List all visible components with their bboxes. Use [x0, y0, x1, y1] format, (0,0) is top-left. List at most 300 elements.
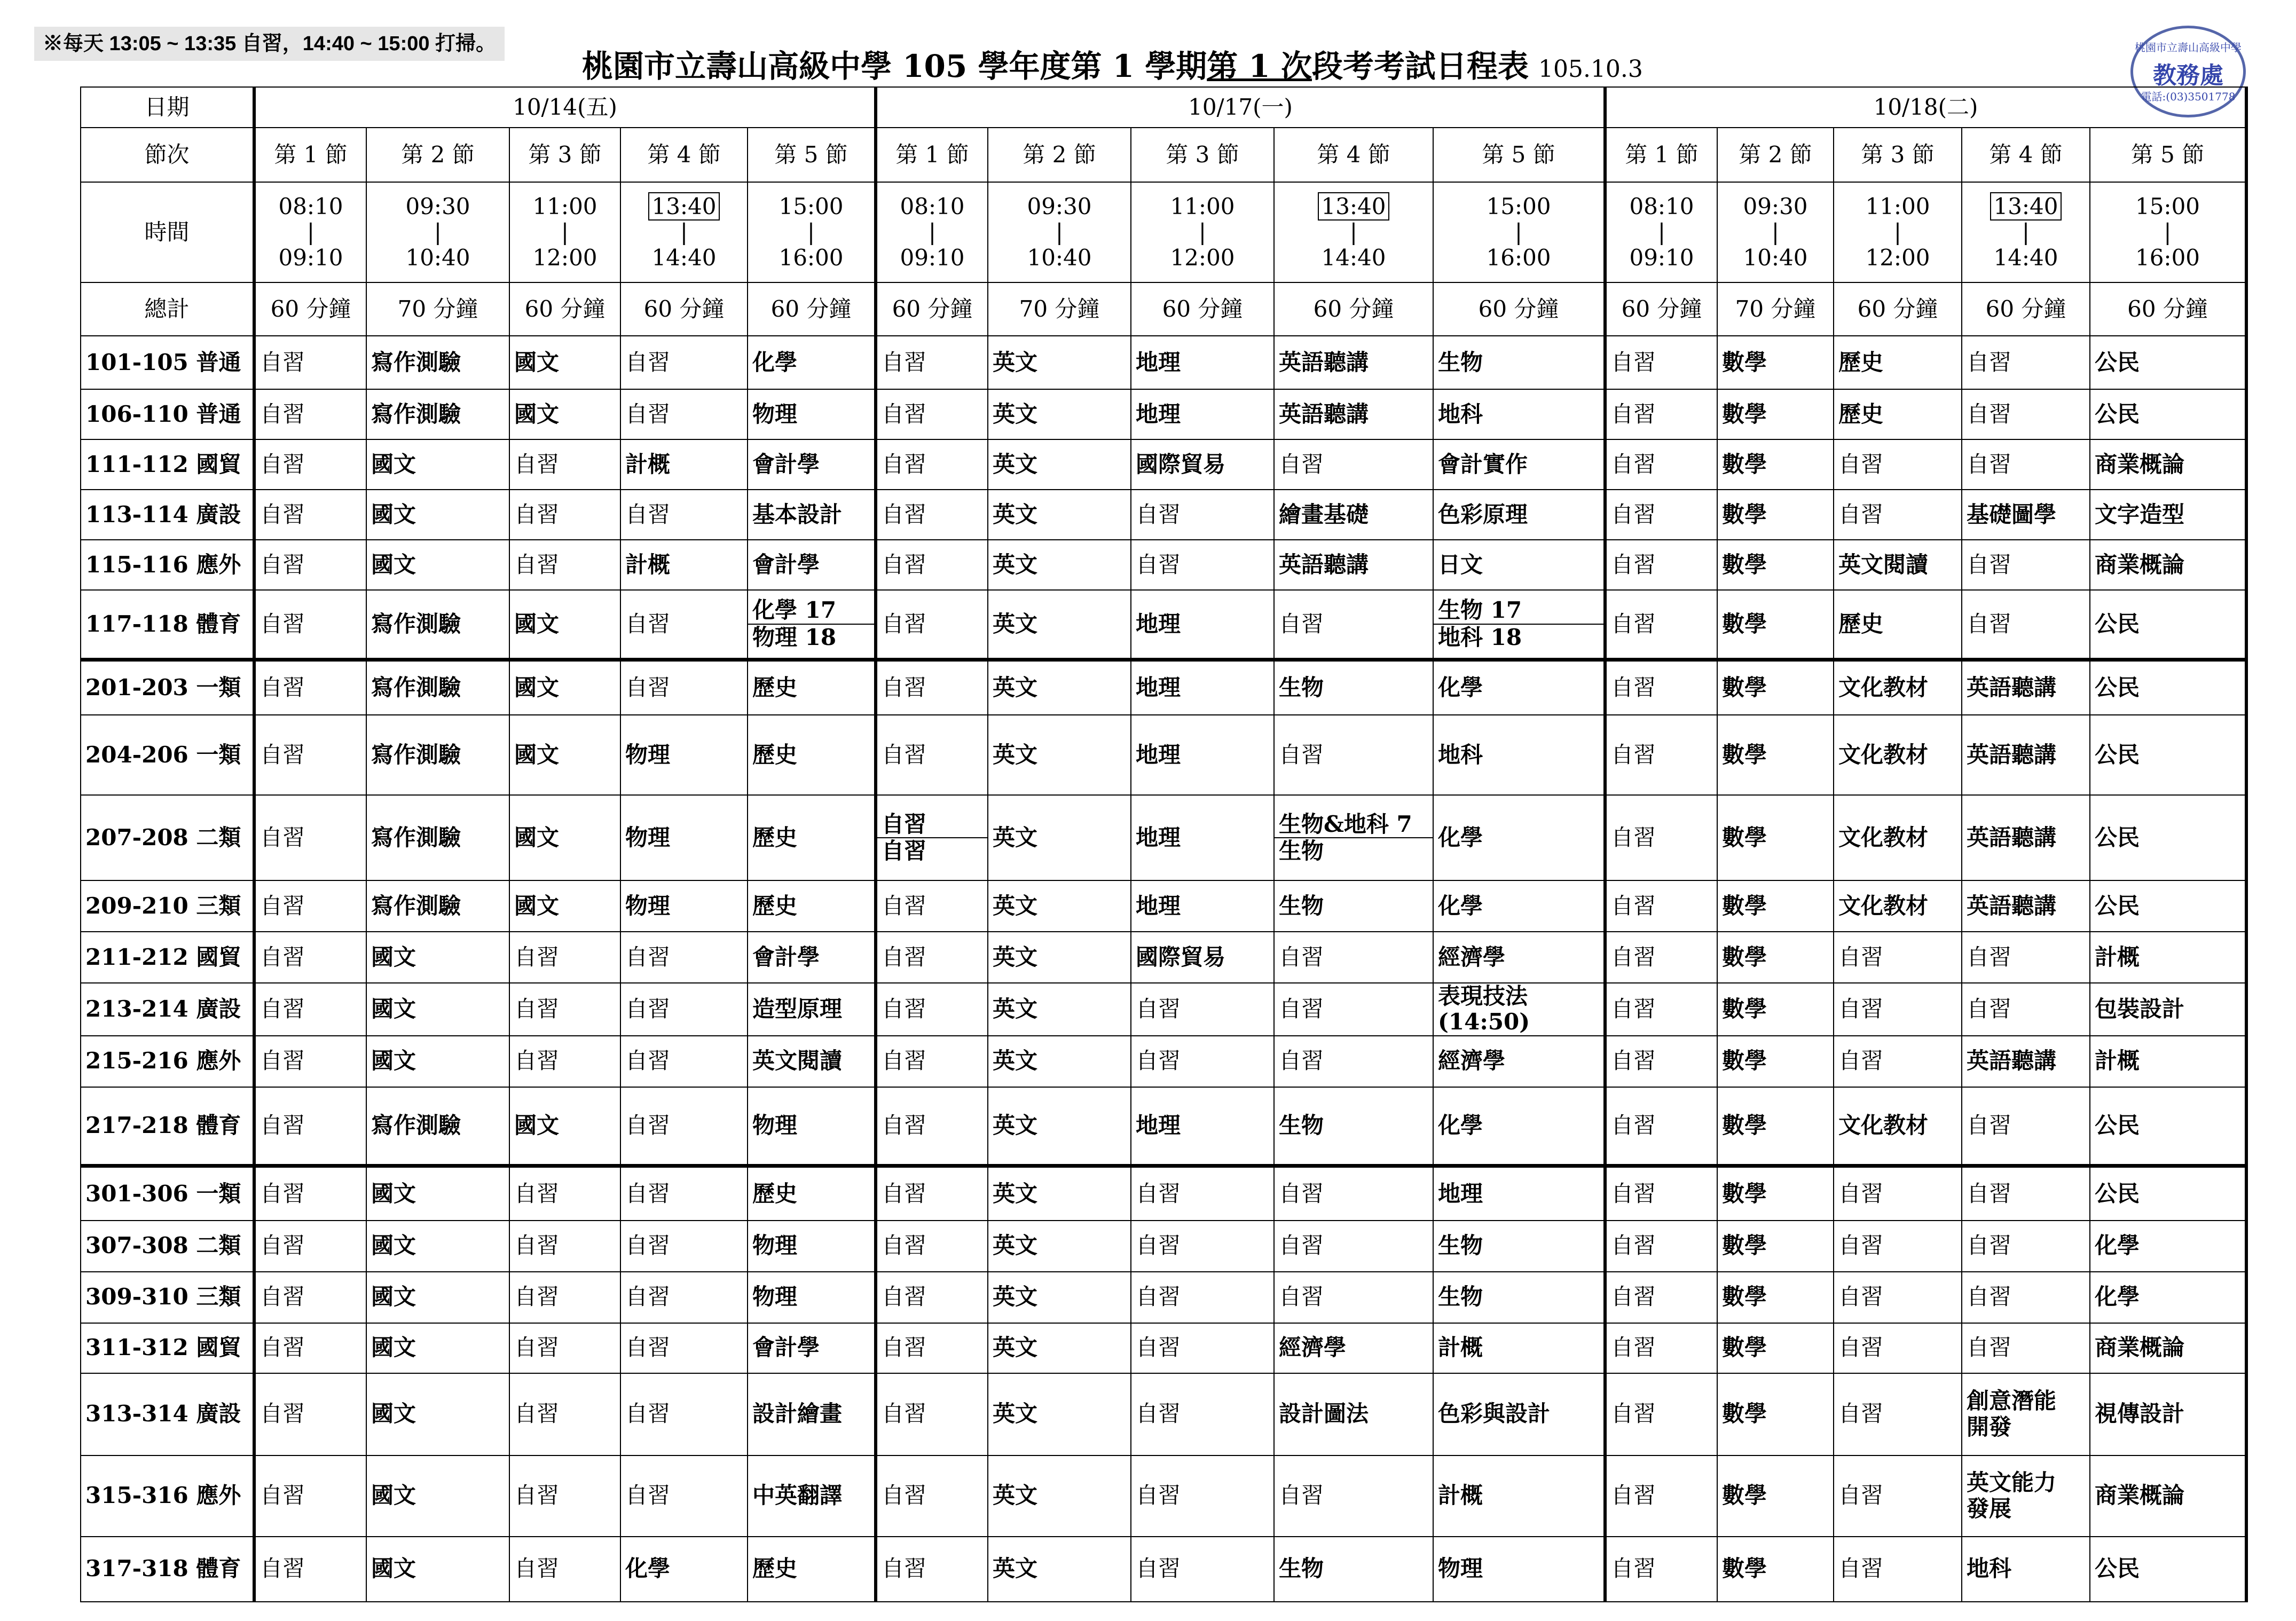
subject-cell: 生物 — [1274, 880, 1433, 932]
time-start: 08:10 — [1629, 193, 1694, 219]
subject-cell: 文化教材 — [1834, 715, 1962, 795]
total-duration: 60 分鐘 — [1962, 282, 2090, 336]
subject-cell: 自習 — [254, 1166, 366, 1221]
time-separator: | — [928, 218, 937, 245]
class-group-label: 317-318 體育 — [81, 1537, 254, 1602]
subject-cell: 公民 — [2090, 880, 2246, 932]
subject-cell: 國文 — [366, 439, 509, 490]
subject-cell: 公民 — [2090, 336, 2246, 389]
subject-cell: 公民 — [2090, 715, 2246, 795]
time-slot — [876, 182, 988, 282]
subject-cell: 經濟學 — [1433, 932, 1605, 983]
subject-cell: 自習 — [620, 1166, 748, 1221]
time-end: 16:00 — [1486, 245, 1551, 271]
subject-cell: 自習 — [1962, 439, 2090, 490]
subject-cell: 物理 — [748, 389, 876, 439]
subject-cell: 地理 — [1131, 590, 1274, 659]
time-end: 09:10 — [900, 245, 965, 271]
subject-cell: 數學 — [1717, 1323, 1834, 1373]
subject-cell: 自習 — [1274, 715, 1433, 795]
subject-cell: 自習 — [1131, 540, 1274, 590]
subject-cell: 自習 — [876, 490, 988, 540]
subject-cell: 自習 — [1834, 1272, 1962, 1323]
subject-cell: 自習 — [620, 1323, 748, 1373]
time-slot — [620, 182, 748, 282]
subject-cell: 自習 — [1131, 1272, 1274, 1323]
subject-cell: 自習 — [509, 1221, 620, 1272]
subject-cell: 英文 — [988, 659, 1131, 715]
subject-cell: 自習 — [1274, 1455, 1433, 1537]
subject-cell: 英文 — [988, 1373, 1131, 1455]
day-header: 10/18(二) — [1605, 87, 2246, 128]
time-start: 11:00 — [1170, 193, 1235, 219]
subject-cell: 國文 — [366, 1166, 509, 1221]
subject-cell: 生物 — [1274, 1537, 1433, 1602]
subject-cell: 地科 — [1433, 715, 1605, 795]
subject-cell: 數學 — [1717, 439, 1834, 490]
subject-cell: 英文 — [988, 490, 1131, 540]
subject-cell: 數學 — [1717, 1537, 1834, 1602]
subject-cell: 寫作測驗 — [366, 880, 509, 932]
subject-cell: 自習 — [1834, 1221, 1962, 1272]
subject-cell: 國文 — [366, 983, 509, 1036]
subject-cell: 自習 — [1274, 1036, 1433, 1087]
subject-cell: 英文 — [988, 795, 1131, 880]
date-label: 日期 — [81, 87, 254, 128]
subject-cell: 自習 — [1834, 1166, 1962, 1221]
time-end: 09:10 — [278, 245, 343, 271]
subject-cell: 自習 — [620, 1272, 748, 1323]
subject-cell: 自習 — [876, 540, 988, 590]
subject-cell: 國文 — [366, 1323, 509, 1373]
subject-cell: 物理 — [620, 795, 748, 880]
subject-cell: 自習 — [620, 1373, 748, 1455]
subject-cell: 自習 — [1131, 1036, 1274, 1087]
subject-cell: 自習 — [1962, 1272, 2090, 1323]
subject-cell: 自習 — [1274, 983, 1433, 1036]
subject-cell: 英語聽講 — [1962, 880, 2090, 932]
subject-cell: 自習 — [876, 1221, 988, 1272]
subject-cell: 英文 — [988, 1323, 1131, 1373]
subject-cell: 自習 — [620, 336, 748, 389]
total-duration: 60 分鐘 — [876, 282, 988, 336]
subject-cell: 化學 — [1433, 880, 1605, 932]
title-date: 105.10.3 — [1538, 56, 1643, 83]
subject-cell: 自習 — [1834, 1036, 1962, 1087]
subject-cell: 英文 — [988, 1455, 1131, 1537]
subject-cell: 造型原理 — [748, 983, 876, 1036]
subject-cell: 自習 — [509, 932, 620, 983]
exam-schedule-table — [80, 86, 2248, 1602]
subject-cell: 數學 — [1717, 389, 1834, 439]
subject-cell: 自習 — [620, 1221, 748, 1272]
subject-cell: 數學 — [1717, 715, 1834, 795]
class-row — [81, 490, 2246, 540]
subject-cell: 英文閱讀 — [748, 1036, 876, 1087]
time-end: 16:00 — [2135, 245, 2200, 271]
subject-cell: 自習 — [1605, 1221, 1717, 1272]
time-separator: | — [2164, 218, 2172, 245]
subject-cell: 國文 — [509, 795, 620, 880]
subject-cell: 數學 — [1717, 1166, 1834, 1221]
subject-cell: 英文 — [988, 1272, 1131, 1323]
time-start: 11:00 — [1865, 193, 1930, 219]
subject-cell: 地理 — [1131, 880, 1274, 932]
subject-cell: 創意潛能 開發 — [1962, 1373, 2090, 1455]
time-start: 15:00 — [779, 193, 844, 219]
subject-cell: 自習 — [1131, 1323, 1274, 1373]
subject-cell: 自習 — [254, 1087, 366, 1166]
subject-cell: 國文 — [366, 1036, 509, 1087]
subject-cell-split — [748, 590, 876, 659]
subject-cell: 數學 — [1717, 880, 1834, 932]
subject-cell: 文化教材 — [1834, 880, 1962, 932]
subject-cell: 歷史 — [748, 795, 876, 880]
subject-cell: 自習 — [1605, 1036, 1717, 1087]
time-end: 14:40 — [1993, 245, 2058, 271]
subject-cell: 自習 — [254, 659, 366, 715]
subject-cell: 自習 — [254, 715, 366, 795]
subject-cell: 計概 — [2090, 1036, 2246, 1087]
subject-cell: 化學 — [2090, 1272, 2246, 1323]
subject-cell: 自習 — [509, 1166, 620, 1221]
subject-cell: 國文 — [366, 490, 509, 540]
subject-cell: 國文 — [509, 880, 620, 932]
subject-cell: 生物 — [1274, 659, 1433, 715]
subject-cell: 設計圖法 — [1274, 1373, 1433, 1455]
subject-cell: 英文 — [988, 540, 1131, 590]
period-header: 第 1 節 — [254, 128, 366, 182]
subject-cell: 自習 — [1834, 1537, 1962, 1602]
subject-cell: 國文 — [366, 1272, 509, 1323]
class-group-label: 309-310 三類 — [81, 1272, 254, 1323]
subject-cell: 公民 — [2090, 590, 2246, 659]
time-separator: | — [434, 218, 442, 245]
subject-cell: 自習 — [254, 490, 366, 540]
time-end: 12:00 — [532, 245, 597, 271]
subject-cell: 化學 — [620, 1537, 748, 1602]
subject-cell: 自習 — [509, 1373, 620, 1455]
subject-cell: 自習 — [1834, 983, 1962, 1036]
period-header: 第 5 節 — [1433, 128, 1605, 182]
subject-cell: 自習 — [1274, 439, 1433, 490]
time-start: 08:10 — [278, 193, 343, 219]
subject-cell: 自習 — [1605, 659, 1717, 715]
date-header-row — [81, 87, 2246, 128]
subject-cell: 英語聽講 — [1962, 1036, 2090, 1087]
subject-cell: 數學 — [1717, 983, 1834, 1036]
class-row — [81, 1272, 2246, 1323]
class-row — [81, 1166, 2246, 1221]
time-separator: | — [1893, 218, 1902, 245]
subject-cell: 自習 — [1131, 1373, 1274, 1455]
period-header: 第 2 節 — [1717, 128, 1834, 182]
subject-cell: 英語聽講 — [1274, 336, 1433, 389]
subject-cell: 自習 — [620, 590, 748, 659]
subject-cell: 自習 — [1605, 540, 1717, 590]
subject-cell: 計概 — [1433, 1455, 1605, 1537]
seal-top-text: 桃園市立壽山高級中學 — [2135, 41, 2242, 54]
subject-cell: 自習 — [876, 1087, 988, 1166]
period-header: 第 2 節 — [366, 128, 509, 182]
subject-subcell: 地科 18 — [1434, 624, 1603, 650]
class-row — [81, 1087, 2246, 1166]
subject-cell: 國文 — [366, 1537, 509, 1602]
subject-cell: 自習 — [620, 983, 748, 1036]
schedule-body — [81, 87, 2246, 1602]
subject-cell: 會計學 — [748, 932, 876, 983]
subject-cell: 化學 — [1433, 1087, 1605, 1166]
total-header-row — [81, 282, 2246, 336]
subject-cell: 自習 — [876, 983, 988, 1036]
subject-cell: 商業概論 — [2090, 1455, 2246, 1537]
time-separator: | — [1771, 218, 1780, 245]
subject-cell: 數學 — [1717, 1036, 1834, 1087]
subject-cell: 商業概論 — [2090, 540, 2246, 590]
class-group-label: 307-308 二類 — [81, 1221, 254, 1272]
subject-cell: 公民 — [2090, 795, 2246, 880]
subject-subcell: 生物 17 — [1438, 597, 1522, 624]
period-header: 第 4 節 — [1274, 128, 1433, 182]
period-header: 第 2 節 — [988, 128, 1131, 182]
subject-cell: 自習 — [876, 1323, 988, 1373]
time-start: 13:40 — [1318, 192, 1389, 221]
subject-cell: 自習 — [1962, 389, 2090, 439]
subject-cell: 自習 — [620, 1087, 748, 1166]
subject-cell: 自習 — [1605, 1087, 1717, 1166]
subject-cell: 地理 — [1131, 659, 1274, 715]
subject-cell: 繪畫基礎 — [1274, 490, 1433, 540]
subject-cell: 生物 — [1433, 1272, 1605, 1323]
total-duration: 60 分鐘 — [748, 282, 876, 336]
subject-cell: 會計學 — [748, 540, 876, 590]
subject-cell: 物理 — [748, 1087, 876, 1166]
time-label: 時間 — [81, 182, 254, 282]
subject-cell: 色彩與設計 — [1433, 1373, 1605, 1455]
subject-cell-split — [1274, 795, 1433, 880]
subject-subcell: 自習 — [882, 810, 927, 837]
subject-cell: 數學 — [1717, 1221, 1834, 1272]
time-separator: | — [1198, 218, 1207, 245]
subject-cell: 自習 — [254, 540, 366, 590]
subject-cell: 自習 — [876, 1166, 988, 1221]
total-duration: 60 分鐘 — [1834, 282, 1962, 336]
time-separator: | — [1349, 218, 1358, 245]
total-duration: 60 分鐘 — [1605, 282, 1717, 336]
subject-cell: 自習 — [620, 490, 748, 540]
subject-cell: 英語聽講 — [1274, 389, 1433, 439]
subject-cell: 自習 — [876, 1373, 988, 1455]
subject-cell: 歷史 — [1834, 336, 1962, 389]
subject-cell: 商業概論 — [2090, 439, 2246, 490]
subject-cell: 歷史 — [1834, 389, 1962, 439]
subject-cell: 表現技法 (14:50) — [1433, 983, 1605, 1036]
class-group-label: 209-210 三類 — [81, 880, 254, 932]
subject-cell: 數學 — [1717, 795, 1834, 880]
period-header: 第 3 節 — [1834, 128, 1962, 182]
subject-cell: 自習 — [254, 880, 366, 932]
subject-cell: 文化教材 — [1834, 795, 1962, 880]
time-slot — [1962, 182, 2090, 282]
subject-cell: 國際貿易 — [1131, 932, 1274, 983]
subject-cell: 中英翻譯 — [748, 1455, 876, 1537]
subject-cell: 自習 — [876, 659, 988, 715]
subject-cell: 自習 — [1131, 1166, 1274, 1221]
subject-cell: 自習 — [254, 439, 366, 490]
subject-cell: 英文 — [988, 1036, 1131, 1087]
total-duration: 60 分鐘 — [1131, 282, 1274, 336]
subject-cell: 物理 — [620, 715, 748, 795]
subject-cell: 公民 — [2090, 389, 2246, 439]
subject-cell: 國文 — [509, 715, 620, 795]
subject-cell: 自習 — [254, 983, 366, 1036]
subject-cell: 英文 — [988, 1221, 1131, 1272]
subject-cell: 自習 — [1605, 1537, 1717, 1602]
subject-cell: 自習 — [1131, 1455, 1274, 1537]
subject-cell: 英文 — [988, 1087, 1131, 1166]
class-row — [81, 1537, 2246, 1602]
subject-cell: 自習 — [1962, 336, 2090, 389]
subject-cell: 生物 — [1274, 1087, 1433, 1166]
subject-cell: 自習 — [1605, 715, 1717, 795]
subject-cell: 自習 — [1962, 1323, 2090, 1373]
class-row — [81, 540, 2246, 590]
subject-cell: 英文 — [988, 983, 1131, 1036]
time-end: 09:10 — [1629, 245, 1694, 271]
time-separator: | — [1657, 218, 1666, 245]
time-start: 09:30 — [1743, 193, 1808, 219]
subject-cell: 數學 — [1717, 336, 1834, 389]
subject-cell: 數學 — [1717, 540, 1834, 590]
time-start: 09:30 — [1027, 193, 1092, 219]
subject-cell: 文字造型 — [2090, 490, 2246, 540]
subject-cell: 自習 — [876, 1272, 988, 1323]
total-duration: 60 分鐘 — [2090, 282, 2246, 336]
class-row — [81, 590, 2246, 659]
subject-cell: 英文 — [988, 389, 1131, 439]
class-row — [81, 659, 2246, 715]
period-label: 節次 — [81, 128, 254, 182]
subject-cell: 自習 — [509, 490, 620, 540]
subject-cell: 自習 — [1605, 336, 1717, 389]
time-slot — [1274, 182, 1433, 282]
class-row — [81, 439, 2246, 490]
subject-cell: 英文 — [988, 880, 1131, 932]
subject-cell: 自習 — [509, 540, 620, 590]
subject-cell: 地科 — [1433, 389, 1605, 439]
subject-cell: 自習 — [1605, 1455, 1717, 1537]
subject-cell: 自習 — [1605, 1166, 1717, 1221]
class-group-label: 117-118 體育 — [81, 590, 254, 659]
subject-cell: 自習 — [509, 1272, 620, 1323]
subject-cell: 化學 — [1433, 659, 1605, 715]
subject-cell: 自習 — [1962, 983, 2090, 1036]
subject-cell: 計概 — [620, 540, 748, 590]
subject-cell: 歷史 — [748, 1537, 876, 1602]
subject-cell: 自習 — [876, 336, 988, 389]
time-end: 16:00 — [779, 245, 844, 271]
subject-cell: 包裝設計 — [2090, 983, 2246, 1036]
seal-bottom-text: 電話:(03)3501778 — [2141, 90, 2236, 103]
subject-cell: 地理 — [1131, 795, 1274, 880]
subject-cell: 自習 — [1605, 1272, 1717, 1323]
subject-cell: 英語聽講 — [1962, 715, 2090, 795]
subject-cell-split — [1433, 590, 1605, 659]
subject-cell: 地理 — [1433, 1166, 1605, 1221]
subject-cell: 自習 — [509, 1537, 620, 1602]
class-row — [81, 880, 2246, 932]
subject-cell: 自習 — [254, 389, 366, 439]
subject-cell: 自習 — [1962, 540, 2090, 590]
subject-cell: 數學 — [1717, 490, 1834, 540]
subject-cell: 會計實作 — [1433, 439, 1605, 490]
subject-cell: 自習 — [876, 932, 988, 983]
class-row — [81, 983, 2246, 1036]
time-separator: | — [1514, 218, 1523, 245]
class-row — [81, 389, 2246, 439]
subject-cell: 數學 — [1717, 590, 1834, 659]
subject-cell: 計概 — [620, 439, 748, 490]
period-header: 第 3 節 — [509, 128, 620, 182]
subject-cell: 數學 — [1717, 1087, 1834, 1166]
subject-cell: 自習 — [1274, 1166, 1433, 1221]
subject-cell: 自習 — [1834, 932, 1962, 983]
subject-cell: 公民 — [2090, 659, 2246, 715]
time-slot — [1433, 182, 1605, 282]
subject-cell: 寫作測驗 — [366, 336, 509, 389]
subject-cell: 自習 — [1274, 932, 1433, 983]
time-slot — [254, 182, 366, 282]
time-start: 09:30 — [405, 193, 470, 219]
subject-cell: 自習 — [1962, 1166, 2090, 1221]
subject-cell: 英語聽講 — [1962, 795, 2090, 880]
subject-cell: 公民 — [2090, 1537, 2246, 1602]
time-slot — [366, 182, 509, 282]
time-start: 11:00 — [532, 193, 597, 219]
time-end: 12:00 — [1865, 245, 1930, 271]
subject-cell: 自習 — [1834, 490, 1962, 540]
subject-subcell: 自習 — [877, 837, 987, 864]
class-group-label: 113-114 廣設 — [81, 490, 254, 540]
subject-cell: 色彩原理 — [1433, 490, 1605, 540]
subject-cell: 自習 — [254, 336, 366, 389]
subject-cell: 國文 — [366, 1221, 509, 1272]
time-slot — [1717, 182, 1834, 282]
notice-banner: ※每天 13:05 ~ 13:35 自習，14:40 ~ 15:00 打掃。 — [34, 27, 505, 61]
total-duration: 60 分鐘 — [620, 282, 748, 336]
time-slot — [1605, 182, 1717, 282]
subject-cell: 自習 — [254, 590, 366, 659]
time-slot — [509, 182, 620, 282]
subject-cell: 會計學 — [748, 439, 876, 490]
subject-cell: 自習 — [620, 1455, 748, 1537]
subject-cell: 生物 — [1433, 1221, 1605, 1272]
subject-cell: 英文能力 發展 — [1962, 1455, 2090, 1537]
subject-cell: 國文 — [509, 1087, 620, 1166]
subject-cell: 數學 — [1717, 659, 1834, 715]
subject-cell: 自習 — [1962, 590, 2090, 659]
subject-cell: 計概 — [1433, 1323, 1605, 1373]
class-group-label: 204-206 一類 — [81, 715, 254, 795]
time-separator: | — [807, 218, 815, 245]
subject-cell: 英文閱讀 — [1834, 540, 1962, 590]
subject-cell: 自習 — [1274, 1221, 1433, 1272]
subject-cell: 自習 — [1605, 439, 1717, 490]
total-duration: 70 分鐘 — [988, 282, 1131, 336]
class-group-label: 215-216 應外 — [81, 1036, 254, 1087]
subject-cell: 英語聽講 — [1962, 659, 2090, 715]
subject-cell: 自習 — [1834, 439, 1962, 490]
